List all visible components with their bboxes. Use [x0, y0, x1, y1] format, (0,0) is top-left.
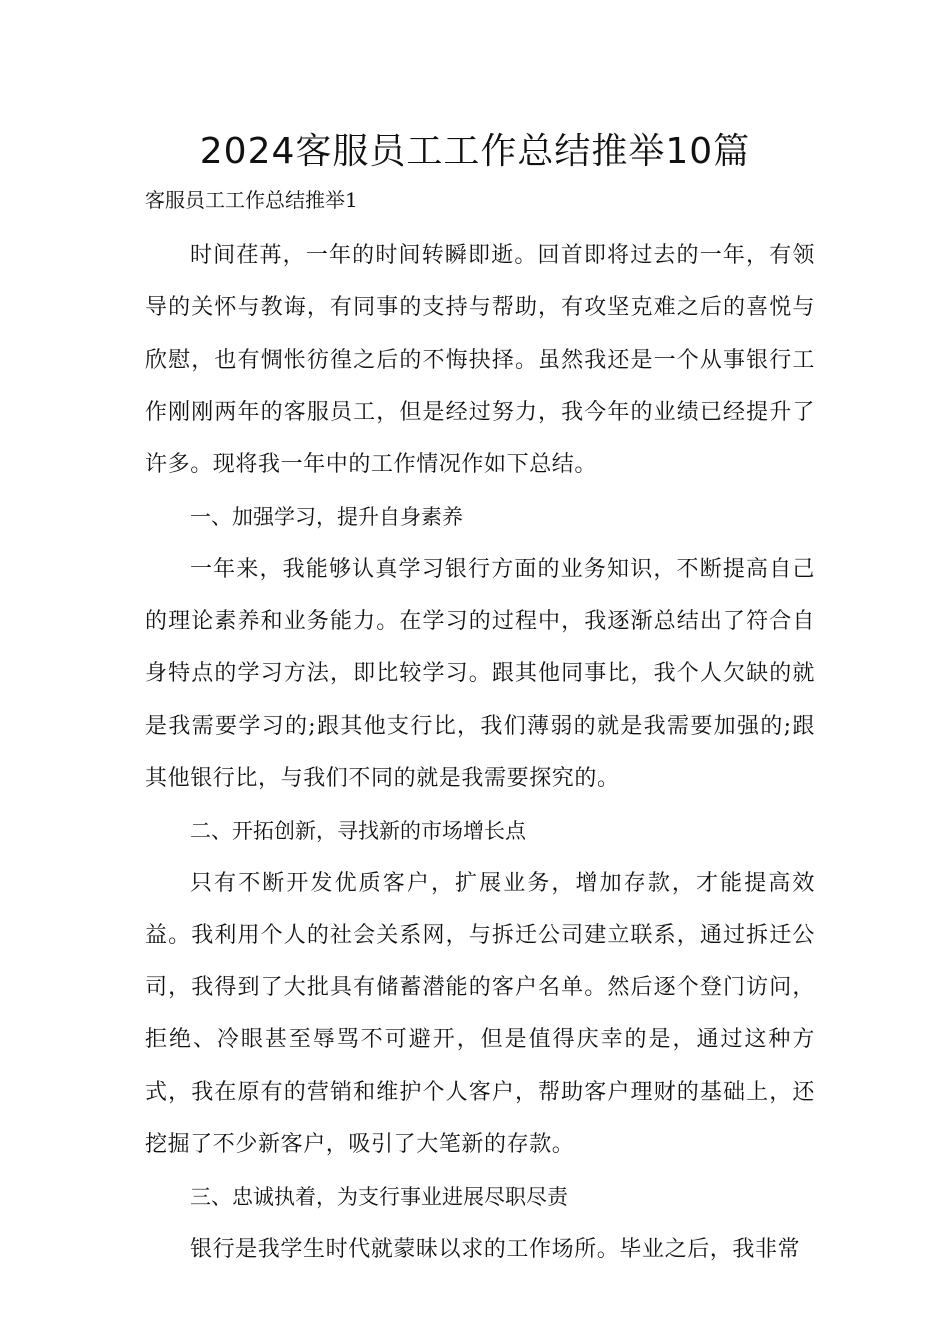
section-heading-3: 三、忠诚执着，为支行事业进展尽职尽责	[190, 1185, 568, 1210]
paragraph-intro: 时间荏苒，一年的时间转瞬即逝。回首即将过去的一年，有领导的关怀与教诲，有同事的支持与帮助，有攻坚克难之后的喜悦与欣慰，也有惆怅彷徨之后的不悔抉择。虽然我还是一个从事银行工作刚刚两年的客服员工，但是经过努力，我今年的业绩已经提升了许多。现将我一年中的工作情况作如下总结。	[145, 243, 815, 478]
paragraph-loyalty: 银行是我学生时代就蒙昧以求的工作场所。毕业之后，我非常	[190, 1236, 801, 1262]
document-body	[145, 230, 815, 1276]
section-heading-2: 二、开拓创新，寻找新的市场增长点	[190, 819, 526, 844]
section-subtitle: 客服员工工作总结推举1	[145, 188, 358, 212]
paragraph-innovation: 只有不断开发优质客户，扩展业务，增加存款，才能提高效益。我利用个人的社会关系网，与拆迁公司建立联系，通过拆迁公司，我得到了大批具有储蓄潜能的客户名单。然后逐个登门访问，拒绝、冷眼甚至辱骂不可避开，但是值得庆幸的是，通过这种方式，我在原有的营销和维护个人客户，帮助客户理财的基础上，还挖掘了不少新客户，吸引了大笔新的存款。	[145, 870, 815, 1158]
paragraph-learning: 一年来，我能够认真学习银行方面的业务知识，不断提高自己的理论素养和业务能力。在学习的过程中，我逐渐总结出了符合自身特点的学习方法，即比较学习。跟其他同事比，我个人欠缺的就是我需要学习的;跟其他支行比，我们薄弱的就是我需要加强的;跟其他银行比，与我们不同的就是我需要探究的。	[145, 556, 815, 791]
document-title: 2024客服员工工作总结推举10篇	[199, 131, 751, 172]
section-heading-1: 一、加强学习，提升自身素养	[190, 505, 463, 530]
